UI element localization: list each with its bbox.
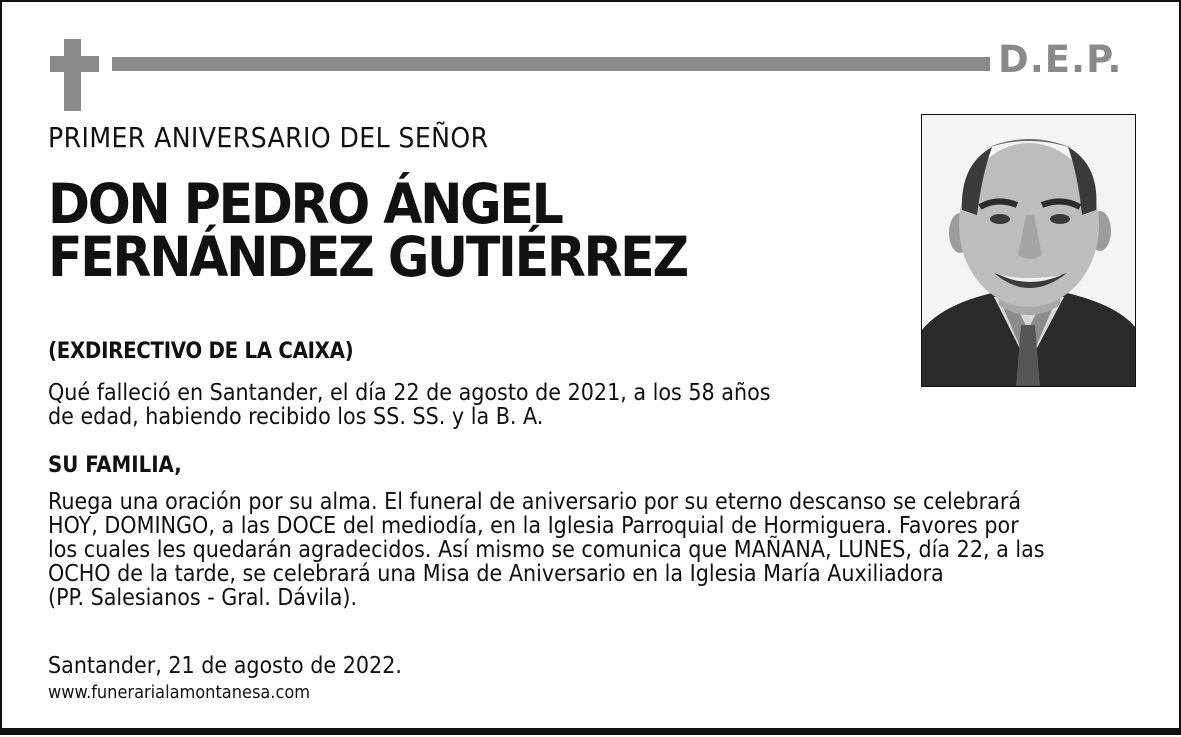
service-announcement-line: HOY, DOMINGO, a las DOCE del mediodía, en la Iglesia Parroquial de Hormiguera. Favores por	[48, 513, 1019, 539]
service-announcement-line: los cuales les quedarán agradecidos. Así mismo se comunica que MAÑANA, LUNES, día 22, a las	[48, 537, 1045, 563]
death-details-line: Qué falleció en Santander, el día 22 de agosto de 2021, a los 58 años	[48, 380, 771, 406]
cross-icon-crossbar	[50, 56, 99, 72]
place-and-date: Santander, 21 de agosto de 2022.	[48, 653, 402, 679]
cross-icon	[64, 39, 81, 111]
death-details	[48, 381, 771, 429]
deceased-name-line-2: FERNÁNDEZ GUTIÉRREZ	[48, 225, 687, 289]
portrait-photo	[921, 114, 1136, 387]
service-announcement-line: (PP. Salesianos - Gral. Dávila).	[48, 585, 358, 611]
dep-label: D.E.P.	[998, 38, 1123, 81]
funeral-home-website[interactable]: www.funerarialamontanesa.com	[48, 682, 311, 703]
service-announcement	[48, 490, 1045, 610]
header-rule	[112, 57, 990, 71]
anniversary-kicker: PRIMER ANIVERSARIO DEL SEÑOR	[48, 121, 489, 154]
deceased-name-line-1: DON PEDRO ÁNGEL	[48, 172, 562, 236]
death-details-line: de edad, habiendo recibido los SS. SS. y la B. A.	[48, 404, 544, 430]
family-label: SU FAMILIA,	[48, 453, 182, 478]
deceased-role: (EXDIRECTIVO DE LA CAIXA)	[48, 339, 354, 364]
service-announcement-line: OCHO de la tarde, se celebrará una Misa de Aniversario en la Iglesia María Auxiliadora	[48, 561, 944, 587]
service-announcement-line: Ruega una oración por su alma. El funeral de aniversario por su eterno descanso se celebrará	[48, 489, 1022, 515]
